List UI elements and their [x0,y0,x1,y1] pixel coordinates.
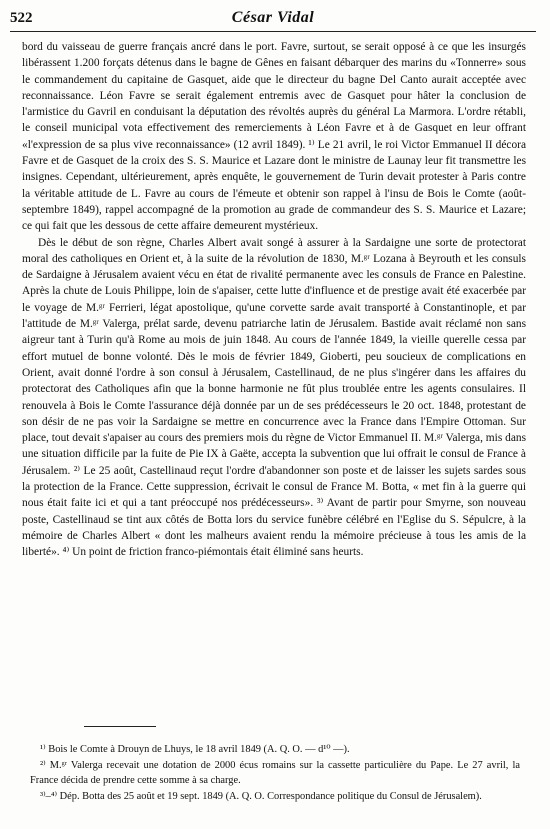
body-text [22,39,526,561]
running-title: César Vidal [231,9,315,26]
footnote: ¹⁾ Bois le Comte à Drouyn de Lhuys, le 18 avril 1849 (A. Q. O. — d¹⁰ —). [40,744,350,755]
footnote: ²⁾ M.ᵍʳ Valerga recevait une dotation de 2000 écus romains sur la cassette particulière du Pape. Le 27 avril, la France décida de prendre cette somme à sa charge. [30,759,520,786]
paragraph: bord du vaisseau de guerre français ancré dans le port. Favre, surtout, se serait opposé à ce que les insurgés libérassent 1.200 forçats détenus dans le bagne de Gênes en faisant débarquer des marins du «Tonnerre» sous le commandement du capitaine de Gasquet, aide que le directeur du bagne Del Canto aurait acceptée avec reconnaissance. Léon Favre se serait également entremis avec de Gasquet pour hâter la conclusion de l'armistice du Gavril en conduisant la députation des révoltés auprès du général La Marmora. L'ordre rétabli, le conseil municipal vota effectivement des remerciements à Léon Favre et à de Gasquet en leur offrant «l'expression de sa plus vive reconnaissance» (12 avril 1849). ¹⁾ Le 21 avril, le roi Victor Emmanuel II décora Favre et de Gasquet de la croix des S. S. Maurice et Lazare dont le ministre de Launay leur fit transmettre les insignes. Cependant, ultérieurement, après enquête, le gouvernement de Turin devait protester à Paris contre la véritable attitude de L. Favre au cours de l'émeute et obtenir son rappel à l'insu de Bois le Comte (août-septembre 1849), rappel accompagné de la promotion au grade de commandeur des S. S. Maurice et Lazare; ce qui fait que les dessous de cette affaire demeurent mystérieux. [22,41,526,233]
footnote: ³⁾–⁴⁾ Dép. Botta des 25 août et 19 sept. 1849 (A. Q. O. Correspondance politique du Consul de Jérusalem). [40,790,482,802]
page-number: 522 [10,10,33,26]
page-header [10,4,536,30]
paragraph: Dès le début de son règne, Charles Albert avait songé à assurer à la Sardaigne une sorte de protectorat moral des catholiques en Orient et, à la suite de la révolution de 1830, M.ᵍʳ Lozana à Beyrouth et les consuls de Sardaigne à Jérusalem avaient vécu en état de rivalité permanente avec les consuls de France en Palestine. Après la chute de Louis Philippe, loin de s'apaiser, cette lutte d'influence et de prestige avait été exacerbée par le voyage de M.ᵍʳ Ferrieri, légat apostolique, qu'une corvette sarde avait transporté à Constantinople, et par l'attitude de M.ᵍʳ Valerga, prélat sarde, devenu patriarche latin de Jérusalem. Bastide avait réclamé non sans aigreur tant à Turin qu'à Rome au mois de juin 1848. Au cours de l'année 1849, la vieille querelle cessa par effort mutuel de bonne volonté. Dès le mois de février 1849, Gioberti, peu soucieux de complications en Orient, avait donné l'ordre à son consul à Jérusalem, Castellinaud, de ne plus s'ingérer dans les affaires du protectorat des Catholiques afin que la bonne harmonie ne fût plus troublée entre les agents consulaires. Il renouvela à Bois le Comte l'assurance déjà donnée par un de ses prédécesseurs le 20 oct. 1848, protestant de son désir de ne pas voir la Sardaigne se mettre en concurrence avec la France dans l'Empire Ottoman. Sur place, tout devait s'apaiser au cours des premiers mois du règne de Victor Emmanuel II. M.ᵍʳ Valerga, mis dans une situation difficile par la fuite de Pie IX à Gaëte, accepta la subvention que lui offrait le consul de France à Jérusalem. ²⁾ Le 25 août, Castellinaud reçut l'ordre d'abandonner son poste et de laisser les sujets sardes sous la protection de la France. Cette suppression, écrivait le consul de France M. Botta, « met fin à la guerre qui nous était faite ici et qui a tant préoccupé nos prédécesseurs». ³⁾ Avant de partir pour Smyrne, son nouveau poste, Castellinaud se tint aux côtés de Botta lors du service funèbre célébré en l'Eglise du S. Sépulcre, à la mémoire de Charles Albert « dont les malheurs avaient rendu la mémoire précieuse à tous les amis de la liberté». ⁴⁾ Un point de friction franco-piémontais était éliminé sans heurts. [22,236,526,559]
footnotes [30,742,520,804]
footnote-rule [84,726,156,727]
header-rule [10,31,536,32]
